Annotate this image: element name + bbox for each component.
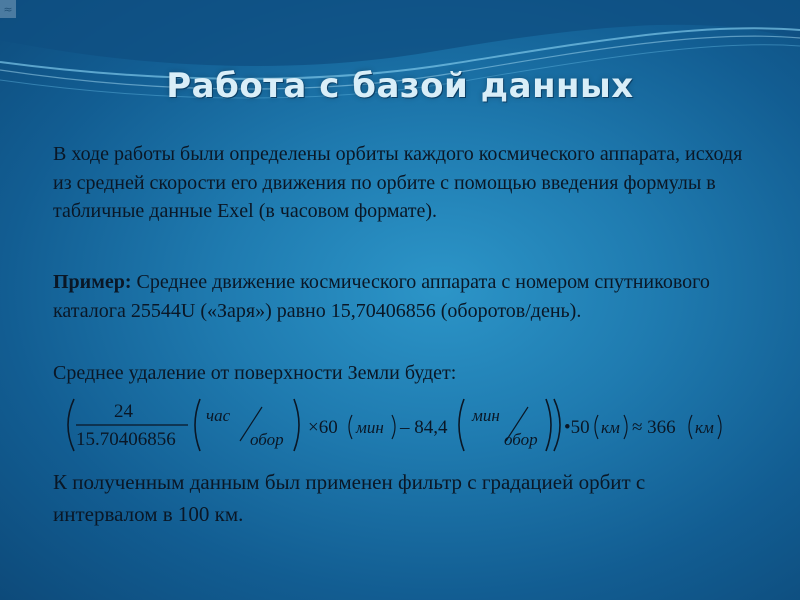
conclusion-paragraph: К полученным данным был применен фильтр с градацией орбит с интервалом в 100 км. [53,470,646,526]
unit-min-2: мин [472,406,500,425]
unit-hour: час [206,406,231,425]
example-text: Среднее движение космического аппарата с номером спутникового каталога 25544U («Заря») равно 15,70406856 (оборотов/день). [53,271,710,322]
unit-min: мин [356,418,384,437]
example-paragraph [53,268,743,325]
formula-times60: ×60 [308,417,338,438]
distance-paragraph: Среднее удаление от поверхности Земли будет: [53,362,457,384]
formula-result: ≈ 366 [632,417,676,438]
slide-title: Работа с базой данных [166,66,634,106]
intro-paragraph: В ходе работы были определены орбиты каждого космического аппарата, исходя из средней скорости его движения по орбите с помощью введения формулы в табличные данные Exel (в часовом формате). [53,143,743,222]
formula-dot50: •50 [564,417,590,438]
unit-km-2: км [695,418,714,437]
example-label: Пример: [53,271,132,293]
orbit-formula [62,395,742,455]
unit-km: км [601,418,620,437]
formula-denominator: 15.70406856 [76,429,176,450]
unit-rev: обор [250,430,284,449]
formula-numerator: 24 [114,401,133,422]
unit-rev-2: обор [504,430,538,449]
formula-minus: – 84,4 [400,417,448,438]
